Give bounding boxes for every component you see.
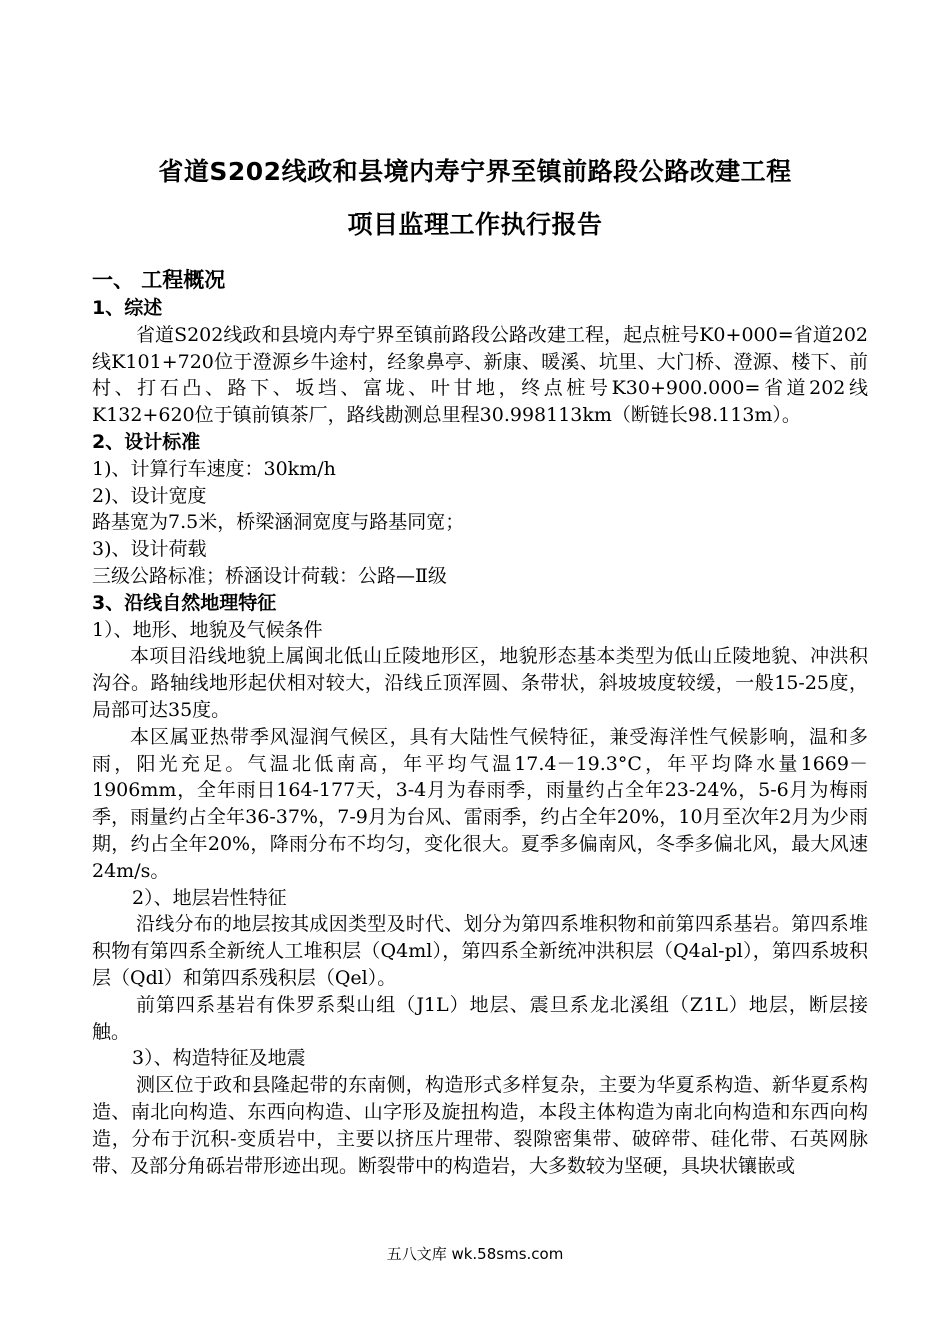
footer-watermark: 五八文库 wk.58sms.com: [386, 1245, 564, 1263]
heading-terrain: 1）、地形、地貌及气候条件: [92, 618, 323, 641]
heading-design-load: 3)、设计荷载: [92, 538, 207, 561]
section-heading-overview: 一、 工程概况: [92, 268, 226, 292]
paragraph-strata-1: 沿线分布的地层按其成因类型及时代、划分为第四系堆积物和前第四系基岩。第四系堆积物有第四系全新统人工堆积层（Q4ml），第四系全新统冲洪积层（Q4al-pl），第四系坡积层（Qdl）和第四系残积层（Qel）。: [92, 913, 868, 989]
paragraph-structure: 测区位于政和县隆起带的东南侧，构造形式多样复杂，主要为华夏系构造、新华夏系构造、南北向构造、东西向构造、山字形及旋扭构造，本段主体构造为南北向构造和东西向构造，分布于沉积-变质岩中，主要以挤压片理带、裂隙密集带、破碎带、硅化带、石英网脉带、及部分角砾岩带形迹出现。断裂带中的构造岩，大多数较为坚硬，具块状镶嵌或: [92, 1074, 868, 1177]
paragraph-climate: 本区属亚热带季风湿润气候区，具有大陆性气候特征，兼受海洋性气候影响，温和多雨，阳光充足。气温北低南高，年平均气温17.4－19.3°C，年平均降水量1669－1906mm，全年雨日164-177天，3-4月为春雨季，雨量约占全年23-24%，5-6月为梅雨季，雨量约占全年36-37%，7-9月为台风、雷雨季，约占全年20%，10月至次年2月为少雨期，约占全年20%，降雨分布不均匀，变化很大。夏季多偏南风，冬季多偏北风，最大风速24m/s。: [92, 725, 868, 882]
paragraph-terrain: 本项目沿线地貌上属闽北低山丘陵地形区，地貌形态基本类型为低山丘陵地貌、冲洪积沟谷。路轴线地形起伏相对较大，沿线丘顶浑圆、条带状，斜坡坡度较缓，一般15-25度，局部可达35度。: [92, 645, 868, 721]
paragraph-summary: 省道S202线政和县境内寿宁界至镇前路段公路改建工程，起点桩号K0+000=省道202线K101+720位于澄源乡牛途村，经象鼻亭、新康、暖溪、坑里、大门桥、澄源、楼下、前村、打石凸、路下、坂垱、富垅、叶甘地，终点桩号K30+900.000=省道202线K132+620位于镇前镇茶厂，路线勘测总里程30.998113km（断链长98.113m）。: [92, 323, 868, 427]
paragraph-strata-2: 前第四系基岩有侏罗系梨山组（J1L）地层、震旦系龙北溪组（Z1L）地层，断层接触。: [92, 993, 868, 1043]
design-speed: 1)、计算行车速度：30km/h: [92, 457, 336, 480]
heading-structure: 3）、构造特征及地震: [132, 1047, 306, 1070]
document-title: 省道S202线政和县境内寿宁界至镇前路段公路改建工程: [158, 157, 792, 186]
heading-design-width: 2)、设计宽度: [92, 484, 207, 507]
design-width-text: 路基宽为7.5米，桥梁涵洞宽度与路基同宽；: [92, 511, 465, 534]
document-body: [92, 265, 868, 1179]
heading-natural-features: 3、沿线自然地理特征: [92, 591, 277, 614]
heading-summary: 1、综述: [92, 297, 163, 319]
document-subtitle: 项目监理工作执行报告: [347, 210, 603, 239]
design-load-text: 三级公路标准；桥涵设计荷载：公路—Ⅱ级: [92, 564, 447, 587]
heading-strata: 2）、地层岩性特征: [132, 886, 287, 909]
heading-design-standard: 2、设计标准: [92, 430, 201, 453]
